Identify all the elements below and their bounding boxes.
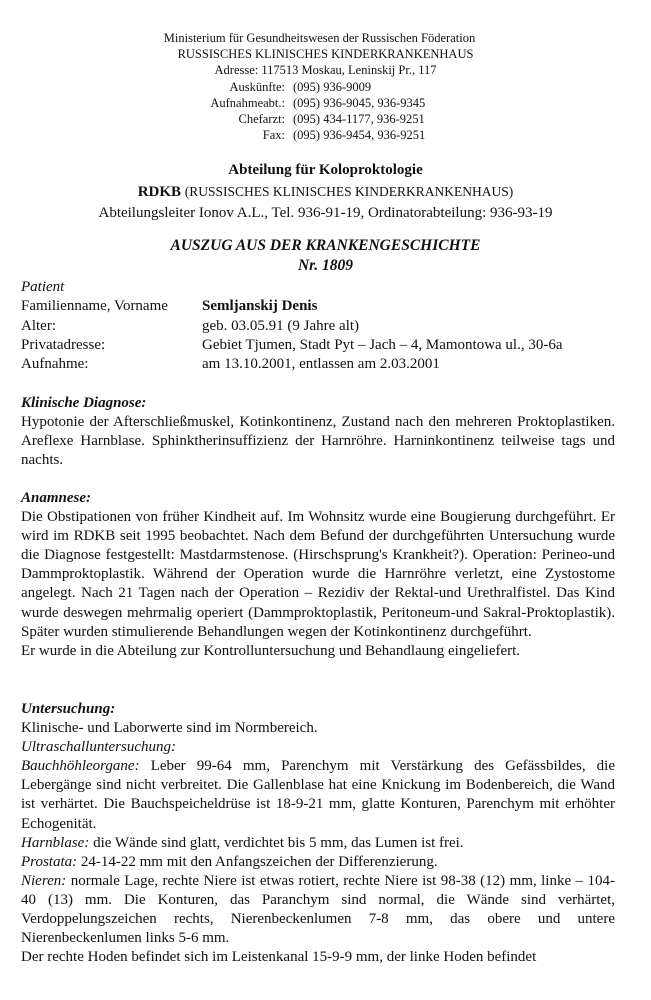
bladder-label: Harnblase: (21, 834, 90, 851)
document-title: AUSZUG AUS DER KRANKENGESCHICHTE (170, 237, 481, 254)
hospital-name: RUSSISCHES KLINISCHES KINDERKRANKENHAUS (177, 47, 474, 62)
examination-heading: Untersuchung: (21, 701, 116, 717)
testes-text: Der rechte Hoden befindet sich im Leistenkanal 15-9-9 mm, der linke Hoden befindet (21, 949, 537, 966)
abdominal-organs-paragraph (21, 757, 615, 833)
lab-values-text: Klinische- und Laborwerte sind im Normbereich. (21, 720, 318, 737)
contact-row (0, 127, 651, 143)
kidneys-text: normale Lage, rechte Niere ist etwas rotiert, rechte Niere ist 98-38 (12) mm, linke – 104-40 (13) mm. Die Konturen, das Paranchym sind normal, die Wände sind verhärtet, Verdoppelungszeichen rechts, Nierenbeckenlumen 7-8 mm, das obere und untere Nierenbeckenlumen links 5-6 mm. (21, 872, 615, 947)
patient-heading: Patient (21, 279, 65, 295)
anamnesis-text: Die Obstipationen von früher Kindheit auf. Im Wohnsitz wurde eine Bougierung durchgeführt. Er wird im RDKB seit 1995 beobachtet. Nach dem Befund der durchgeführten Untersuchung wurde die Diagnose festgestellt: Mastdarmstenose. (Hirschsprung's Krankheit?). Operation: Perineo-und Dammproktoplastik. Während der Operation wurde die Harnröhre verletzt, eine Zystostome angelegt. Nach 21 Tagen nach der Operation – Rezidiv der Rektal-und Urethralfistel. Das Kind wurde deswegen mehrmalig operiert (Dammproktoplastik, Peritoneum-und Sakral-Proktoplastik). Später wurden stimulierende Behandlungen wegen der Kotinkontinenz durchgeführt. (21, 509, 615, 640)
letterhead (0, 30, 651, 143)
patient-field-value: am 13.10.2001, entlassen am 2.03.2001 (202, 356, 440, 373)
patient-row (21, 317, 631, 336)
abdominal-organs-label: Bauchhöhleorgane: (21, 758, 140, 775)
contact-label: Auskünfte: (229, 79, 285, 94)
kidneys-paragraph (21, 872, 615, 948)
bladder-paragraph (21, 834, 615, 853)
patient-field-label: Aufnahme: (21, 356, 89, 373)
patient-block (21, 278, 631, 374)
contact-label: Chefarzt: (238, 112, 285, 127)
ultrasound-heading: Ultraschalluntersuchung: (21, 739, 176, 756)
contact-value: (095) 434-1177, 936-9251 (293, 112, 425, 127)
contact-label: Fax: (262, 128, 285, 143)
department-header (0, 160, 651, 224)
bladder-text: die Wände sind glatt, verdichtet bis 5 mm, das Lumen ist frei. (89, 834, 464, 851)
diagnosis-heading: Klinische Diagnose: (21, 395, 147, 411)
patient-row (21, 336, 631, 355)
anamnesis-admission-text: Er wurde in die Abteilung zur Kontrolluntersuchung und Behandlaung eingeliefert. (21, 642, 521, 659)
patient-row (21, 297, 631, 316)
patient-row (21, 355, 631, 374)
patient-field-label: Familienname, Vorname (21, 298, 168, 315)
contact-row (0, 79, 651, 95)
hospital-address: Adresse: 117513 Moskau, Leninskij Pr., 117 (214, 63, 437, 78)
anamnesis-section (21, 489, 615, 661)
diagnosis-section (21, 394, 615, 470)
patient-field-value: geb. 03.05.91 (9 Jahre alt) (202, 317, 360, 334)
patient-field-label: Alter: (21, 317, 56, 334)
prostate-text: 24-14-22 mm mit den Anfangszeichen der Differenzierung. (77, 853, 438, 870)
patient-field-value: Gebiet Tjumen, Stadt Pyt – Jach – 4, Mamontowa ul., 30-6a (202, 336, 563, 353)
department-title: Abteilung für Koloproktologie (228, 162, 423, 178)
contact-row (0, 111, 651, 127)
ministry-line: Ministerium für Gesundheitswesen der Russischen Föderation (163, 31, 476, 45)
document-title-block (0, 236, 651, 276)
contact-label: Aufnahmeabt.: (210, 95, 285, 110)
patient-name: Semljanskij Denis (202, 298, 318, 315)
kidneys-label: Nieren: (21, 872, 67, 889)
examination-section (21, 700, 615, 967)
prostate-label: Prostata: (21, 853, 78, 870)
patient-field-label: Privatadresse: (21, 336, 106, 353)
department-head-line: Abteilungsleiter Ionov A.L., Tel. 936-91-19, Ordinatorabteilung: 936-93-19 (98, 205, 553, 221)
prostate-paragraph (21, 853, 615, 872)
contact-value: (095) 936-9009 (293, 79, 372, 94)
document-number: Nr. 1809 (297, 257, 354, 274)
rdkb-abbr: RDKB (137, 184, 182, 200)
contact-row (0, 95, 651, 111)
rdkb-full-name: (RUSSISCHES KLINISCHES KINDERKRANKENHAUS) (184, 184, 514, 199)
diagnosis-text: Hypotonie der Afterschließmuskel, Kotinkontinenz, Zustand nach den mehreren Proktoplastiken. Areflexe Harnblase. Sphinktherinsuffizienz der Harnröhre. Harninkontinenz teilweise tags und nachts. (21, 414, 615, 469)
contact-value: (095) 936-9454, 936-9251 (293, 128, 426, 143)
rdkb-line (0, 181, 651, 203)
abdominal-organs-text: Leber 99-64 mm, Parenchym mit Verstärkung des Gefässbildes, die Lebergänge sind nicht verbreitet. Die Gallenblase hat eine Knickung im Bodenbereich, die Wand ist verhärtet. Die Bauchspeicheldrüse ist 18-9-21 mm, glatte Konturen, Parenchym mit erhöhter Echogenität. (21, 758, 615, 832)
contact-value: (095) 936-9045, 936-9345 (293, 95, 426, 110)
anamnesis-heading: Anamnese: (21, 490, 92, 506)
